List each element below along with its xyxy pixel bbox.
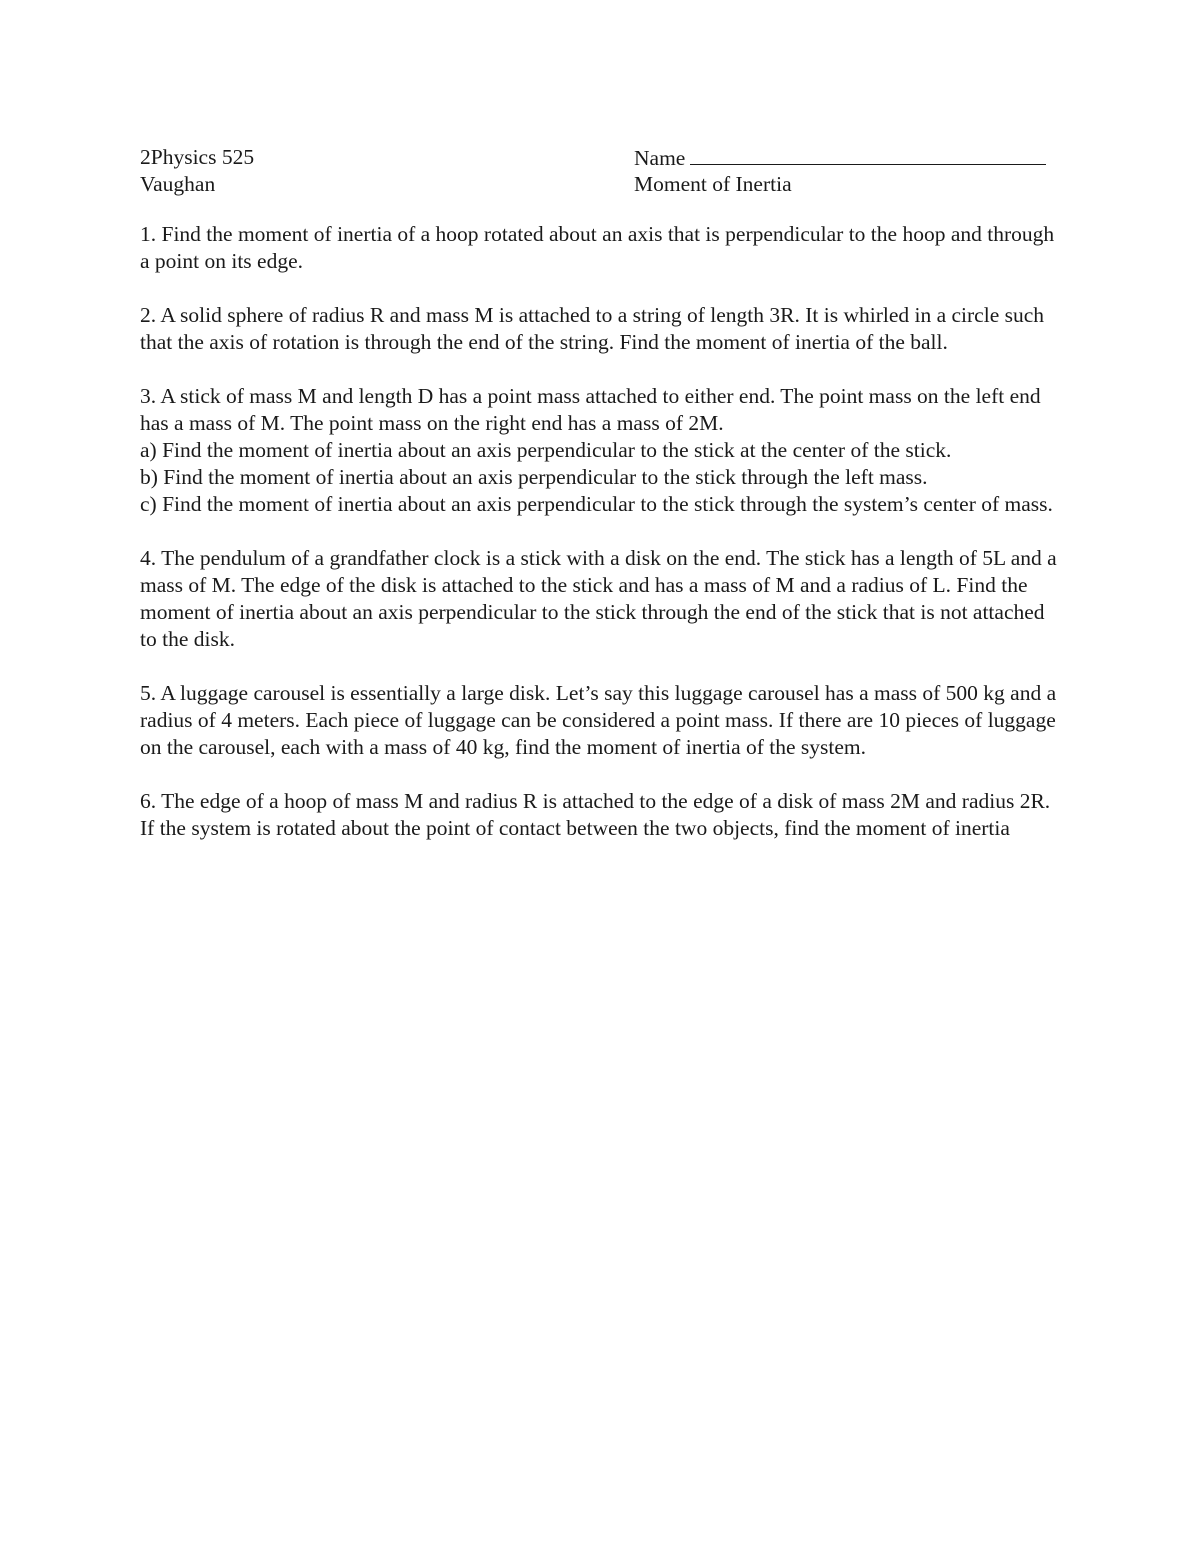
name-label: Name [634,146,686,170]
question-2 [140,302,1065,356]
course-title: 2Physics 525 [140,145,255,169]
question-part-b: b) Find the moment of inertia about an axis perpendicular to the stick through the left mass. [140,465,928,489]
worksheet-page [140,140,1065,869]
question-text: 4. The pendulum of a grandfather clock is a stick with a disk on the end. The stick has a length of 5L and a mass of M. The edge of the disk is attached to the stick and has a mass of M and a radius of L. Find the moment of inertia about an axis perpendicular to the stick through the end of the stick that is not attached to the disk. [140,546,1057,651]
question-5 [140,680,1065,761]
name-blank-line[interactable] [690,144,1046,165]
worksheet-header [140,140,1065,194]
question-text: 3. A stick of mass M and length D has a point mass attached to either end. The point mass on the left end has a mass of M. The point mass on the right end has a mass of 2M. [140,384,1041,435]
question-4 [140,545,1065,653]
question-6 [140,788,1065,842]
question-3 [140,383,1065,518]
teacher-name: Vaughan [140,172,216,196]
question-part-a: a) Find the moment of inertia about an axis perpendicular to the stick at the center of the stick. [140,438,952,462]
question-part-c: c) Find the moment of inertia about an axis perpendicular to the stick through the system’s center of mass. [140,492,1053,516]
question-text: 5. A luggage carousel is essentially a large disk. Let’s say this luggage carousel has a mass of 500 kg and a radius of 4 meters. Each piece of luggage can be considered a point mass. If there are 10 pieces of luggage on the carousel, each with a mass of 40 kg, find the moment of inertia of the system. [140,681,1057,759]
question-text: 1. Find the moment of inertia of a hoop rotated about an axis that is perpendicular to the hoop and through a point on its edge. [140,222,1055,273]
worksheet-topic: Moment of Inertia [634,172,792,196]
question-text: 2. A solid sphere of radius R and mass M is attached to a string of length 3R. It is whirled in a circle such that the axis of rotation is through the end of the string. Find the moment of inertia of the ball. [140,303,1045,354]
name-field[interactable] [634,144,1046,172]
question-text: 6. The edge of a hoop of mass M and radius R is attached to the edge of a disk of mass 2M and radius 2R. If the system is rotated about the point of contact between the two objects, find the moment of inertia [140,789,1051,840]
question-1 [140,221,1065,275]
